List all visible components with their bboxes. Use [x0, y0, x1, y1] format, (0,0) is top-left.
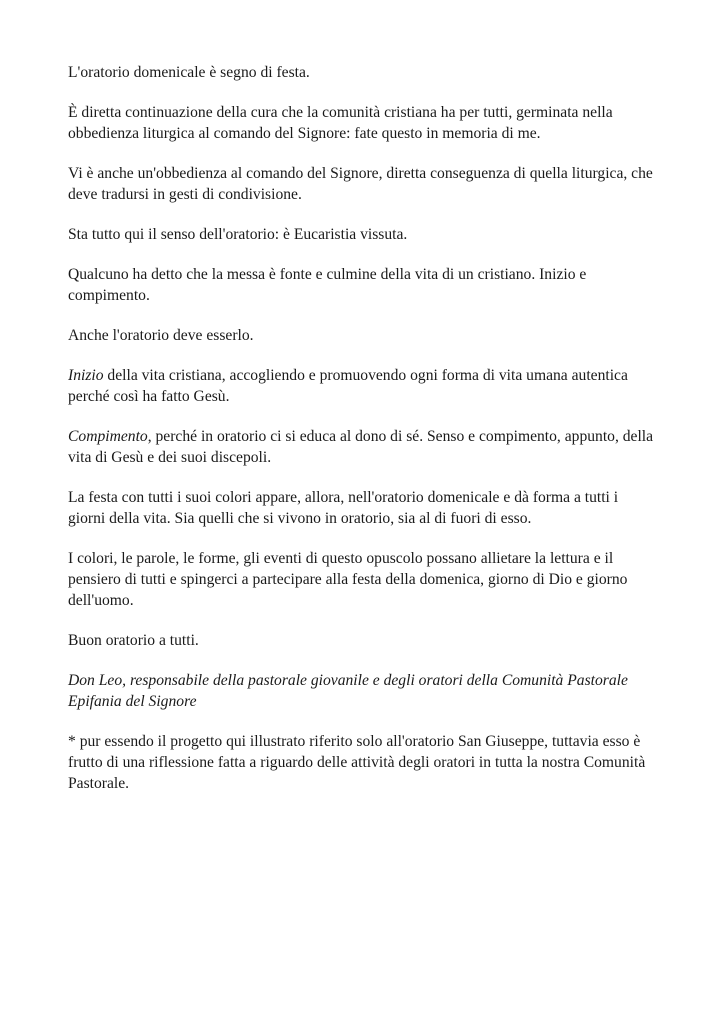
term-inizio: Inizio — [68, 367, 104, 384]
paragraph: Buon oratorio a tutti. — [68, 632, 199, 649]
paragraph: Vi è anche un'obbedienza al comando del Signore, diretta conseguenza di quella liturgica, che deve tradursi in gesti di condivisione. — [68, 165, 653, 203]
inizio-text: della vita cristiana, accogliendo e promuovendo ogni forma di vita umana autentica perché così ha fatto Gesù. — [68, 367, 628, 405]
term-compimento: Compimento — [68, 428, 148, 445]
paragraph: I colori, le parole, le forme, gli eventi di questo opuscolo possano allietare la lettura e il pensiero di tutti e spingerci a partecipare alla festa della domenica, giorno di Dio e giorno dell'uomo. — [68, 550, 628, 609]
compimento-text: , perché in oratorio ci si educa al dono di sé. Senso e compimento, appunto, della vita di Gesù e dei suoi discepoli. — [68, 428, 654, 466]
paragraph-inizio — [68, 365, 658, 407]
footnote: * pur essendo il progetto qui illustrato riferito solo all'oratorio San Giuseppe, tuttavia esso è frutto di una riflessione fatta a riguardo delle attività degli oratori in tutta la nostra Comunità Pastorale. — [68, 733, 646, 792]
paragraph: Sta tutto qui il senso dell'oratorio: è Eucaristia vissuta. — [68, 226, 408, 243]
paragraph: L'oratorio domenicale è segno di festa. — [68, 64, 310, 81]
signature-text: Don Leo, responsabile della pastorale giovanile e degli oratori della Comunità Pastorale Epifania del Signore — [68, 672, 628, 710]
paragraph: Qualcuno ha detto che la messa è fonte e culmine della vita di un cristiano. Inizio e compimento. — [68, 266, 587, 304]
signature — [68, 670, 658, 712]
paragraph: È diretta continuazione della cura che la comunità cristiana ha per tutti, germinata nella obbedienza liturgica al comando del Signore: fate questo in memoria di me. — [68, 104, 613, 142]
paragraph: Anche l'oratorio deve esserlo. — [68, 327, 254, 344]
document-body — [68, 62, 658, 813]
paragraph-compimento — [68, 426, 658, 468]
paragraph: La festa con tutti i suoi colori appare, allora, nell'oratorio domenicale e dà forma a tutti i giorni della vita. Sia quelli che si vivono in oratorio, sia al di fuori di esso. — [68, 489, 619, 527]
